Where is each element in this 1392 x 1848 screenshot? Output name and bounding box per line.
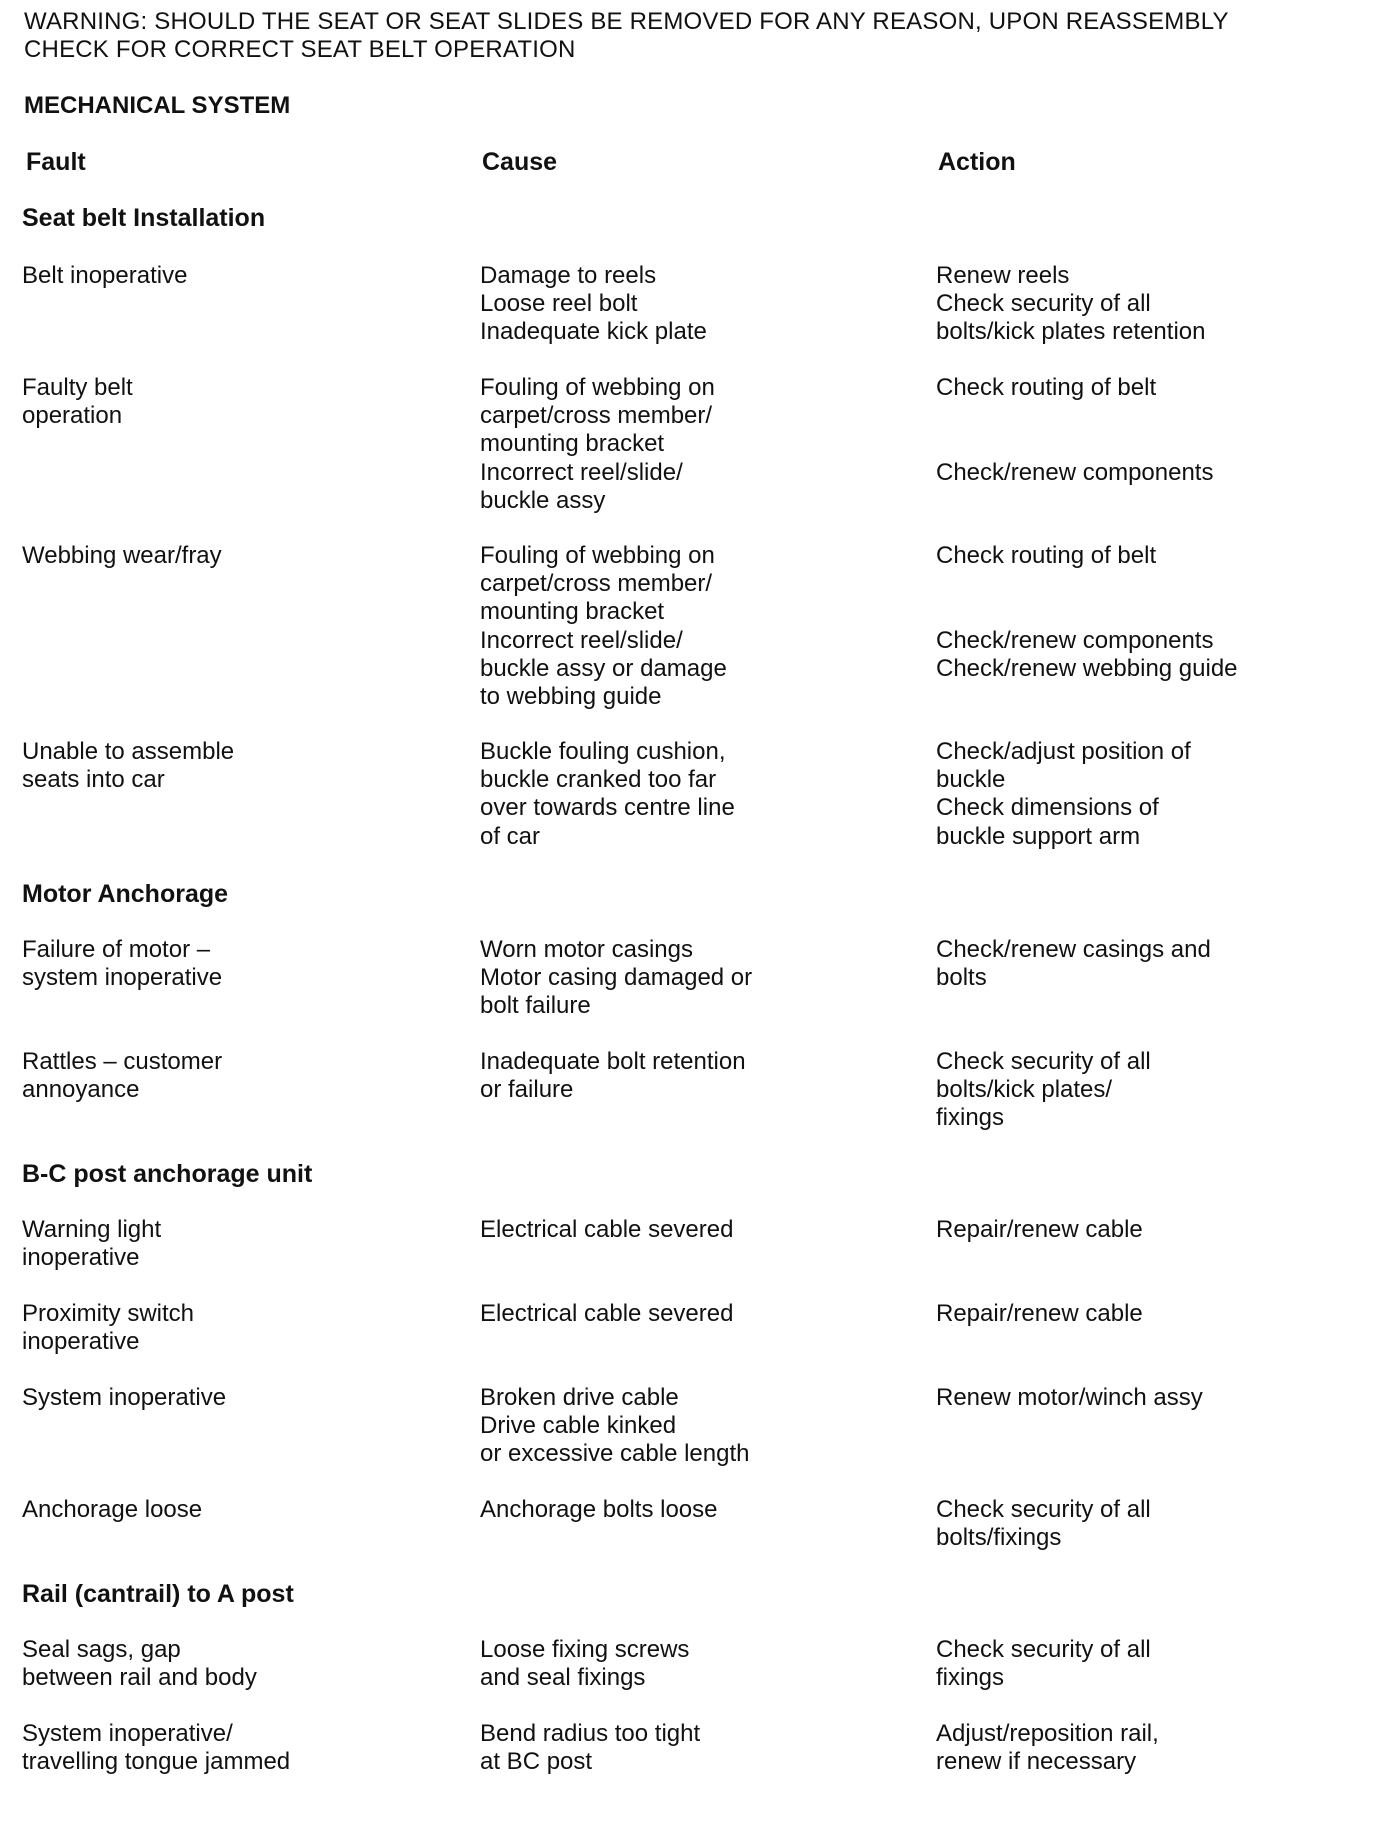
action-line: buckle [936,766,1006,794]
section-title: MECHANICAL SYSTEM [24,92,291,119]
action-line: Check routing of belt [936,542,1157,569]
cause-line: at BC post [480,1748,593,1776]
cause-cell [480,262,707,347]
cause-line: Inadequate bolt retention [480,1048,746,1075]
action-line: renew if necessary [936,1748,1137,1776]
fault-line: inoperative [22,1244,140,1272]
cause-line: and seal fixings [480,1664,646,1692]
cause-line: buckle cranked too far [480,766,717,794]
cause-line: carpet/cross member/ [480,402,713,430]
column-header-action: Action [938,148,1016,176]
fault-cell [22,1384,226,1412]
fault-line: Belt inoperative [22,262,188,289]
group-title: Rail (cantrail) to A post [22,1580,294,1608]
cause-line: Anchorage bolts loose [480,1496,718,1523]
fault-line: Failure of motor – [22,936,211,963]
action-line: Renew reels [936,262,1070,289]
fault-line: annoyance [22,1076,140,1104]
action-cell [936,542,1238,683]
action-line: bolts [936,964,987,992]
cause-line: bolt failure [480,992,591,1020]
fault-line: seats into car [22,766,165,794]
cause-line: carpet/cross member/ [480,570,713,598]
action-cell [936,1048,1151,1133]
fault-line: Webbing wear/fray [22,542,222,569]
cause-line: Incorrect reel/slide/ [480,458,683,486]
action-line: Check security of all [936,290,1151,318]
fault-line: system inoperative [22,964,223,992]
fault-cell [22,1720,290,1776]
cause-cell [480,374,715,515]
fault-cell [22,374,133,430]
cause-line: Buckle fouling cushion, [480,738,726,765]
cause-line: of car [480,822,541,850]
cause-line: Electrical cable severed [480,1216,734,1243]
action-line: bolts/kick plates/ [936,1076,1113,1104]
warning-text [24,8,1364,64]
action-cell [936,262,1205,347]
action-line: Renew motor/winch assy [936,1384,1203,1411]
fault-line: System inoperative [22,1384,227,1411]
cause-cell [480,1384,749,1469]
action-line [936,430,1213,458]
fault-cell [22,1636,257,1692]
action-line [936,570,1238,598]
fault-line: System inoperative/ [22,1720,233,1747]
column-header-cause: Cause [482,148,558,176]
action-line: Check security of all [936,1636,1151,1663]
warning-line-2: CHECK FOR CORRECT SEAT BELT OPERATION [24,36,576,63]
fault-line: operation [22,402,123,430]
action-line: Check/adjust position of [936,738,1191,765]
cause-line: to webbing guide [480,683,662,711]
action-line: fixings [936,1104,1005,1132]
cause-cell [480,738,735,851]
action-line: Check security of all [936,1048,1151,1075]
fault-line: travelling tongue jammed [22,1748,291,1776]
cause-line: Fouling of webbing on [480,542,715,569]
cause-cell [480,542,727,711]
action-cell [936,1636,1151,1692]
cause-line: mounting bracket [480,598,665,626]
action-cell [936,1496,1151,1552]
cause-line: Worn motor casings [480,936,693,963]
action-line [936,598,1238,626]
fault-cell [22,738,234,794]
group-title: B-C post anchorage unit [22,1160,313,1188]
action-line [936,402,1213,430]
cause-line: Damage to reels [480,262,657,289]
action-line: Repair/renew cable [936,1300,1143,1327]
fault-line: Rattles – customer [22,1048,223,1075]
action-line: Repair/renew cable [936,1216,1143,1243]
action-line: Check/renew casings and [936,936,1211,963]
cause-cell [480,1720,700,1776]
fault-cell [22,262,187,290]
action-cell [936,1720,1159,1776]
cause-line: mounting bracket [480,430,665,458]
fault-line: Warning light [22,1216,162,1243]
action-cell [936,1216,1143,1244]
action-line: Check dimensions of [936,794,1159,822]
cause-line: Motor casing damaged or [480,964,753,992]
action-line: Check/renew components [936,458,1214,486]
cause-line: Loose fixing screws [480,1636,690,1663]
action-cell [936,738,1191,851]
action-line: bolts/fixings [936,1524,1062,1552]
action-cell [936,1384,1203,1412]
cause-line: Drive cable kinked [480,1412,677,1440]
cause-line: Inadequate kick plate [480,318,707,346]
action-line: bolts/kick plates retention [936,318,1206,346]
action-line: Check security of all [936,1496,1151,1523]
action-cell [936,1300,1143,1328]
cause-line: Incorrect reel/slide/ [480,626,683,654]
warning-line-1: WARNING: SHOULD THE SEAT OR SEAT SLIDES BE REMOVED FOR ANY REASON, UPON REASSEMBLY [24,8,1229,35]
fault-line: between rail and body [22,1664,257,1692]
action-line: Check/renew webbing guide [936,654,1238,682]
fault-cell [22,542,222,570]
cause-cell [480,1636,689,1692]
action-line: Adjust/reposition rail, [936,1720,1159,1747]
fault-line: Seal sags, gap [22,1636,181,1663]
cause-line: Broken drive cable [480,1384,679,1411]
cause-line: or excessive cable length [480,1440,750,1468]
cause-line: Loose reel bolt [480,290,638,318]
fault-line: Proximity switch [22,1300,195,1327]
fault-line: inoperative [22,1328,140,1356]
cause-line: buckle assy or damage [480,654,727,682]
cause-cell [480,1048,746,1104]
fault-line: Faulty belt [22,374,133,401]
cause-line: or failure [480,1076,574,1104]
group-title: Seat belt Installation [22,204,266,232]
fault-cell [22,1300,194,1356]
fault-cell [22,1216,161,1272]
cause-line: buckle assy [480,486,606,514]
cause-cell [480,936,752,1021]
action-cell [936,374,1213,487]
group-title: Motor Anchorage [22,880,229,908]
cause-line: Bend radius too tight [480,1720,701,1747]
fault-cell [22,1496,202,1524]
fault-cell [22,936,222,992]
action-line: Check routing of belt [936,374,1157,401]
fault-cell [22,1048,222,1104]
cause-line: over towards centre line [480,794,735,822]
cause-cell [480,1496,718,1524]
fault-line: Anchorage loose [22,1496,203,1523]
cause-line: Electrical cable severed [480,1300,734,1327]
action-line: buckle support arm [936,822,1141,850]
cause-line: Fouling of webbing on [480,374,715,401]
cause-cell [480,1216,733,1244]
action-line: fixings [936,1664,1005,1692]
fault-line: Unable to assemble [22,738,235,765]
cause-cell [480,1300,733,1328]
action-cell [936,936,1211,992]
column-header-fault: Fault [26,148,86,176]
action-line: Check/renew components [936,626,1214,654]
